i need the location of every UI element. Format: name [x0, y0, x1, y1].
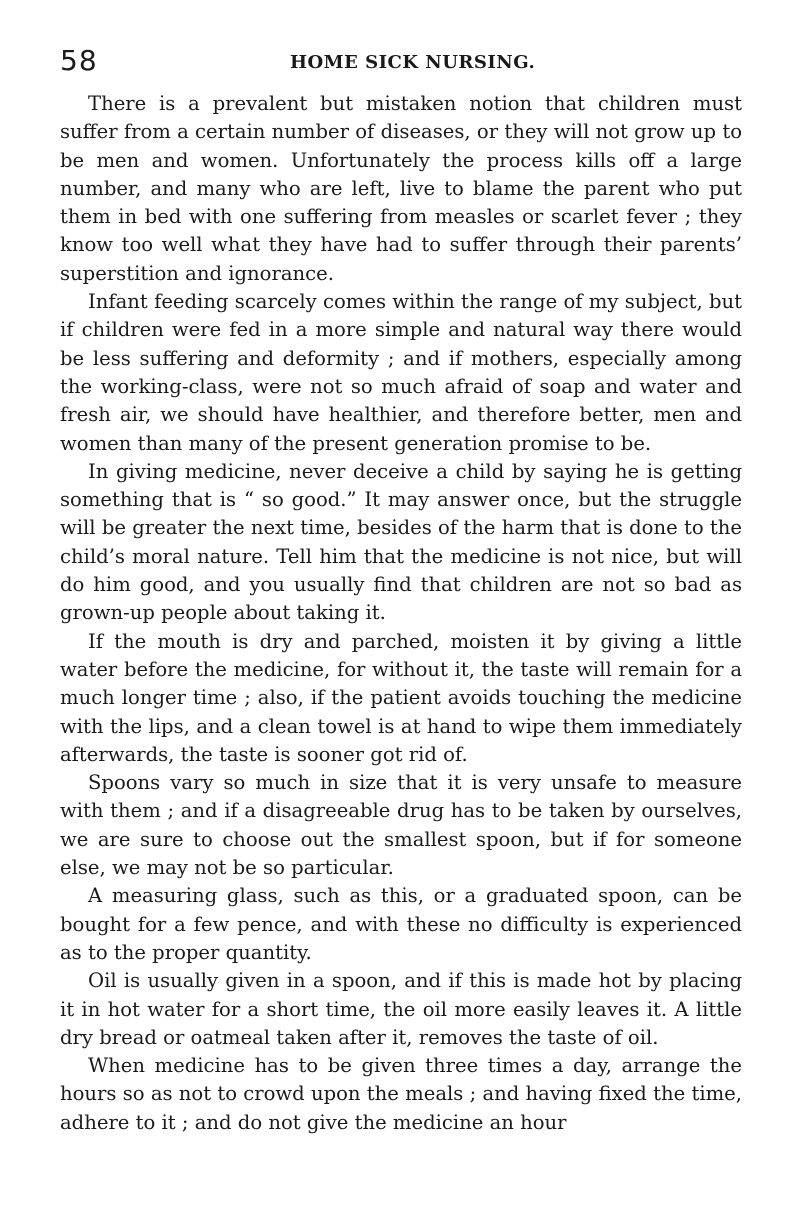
running-title: HOME SICK NURSING.: [290, 52, 536, 73]
paragraph-dry-mouth: If the mouth is dry and parched, moisten it by giving a little water before the medicine, for without it, the taste will remain for a much longer time ; also, if the patient avoids touching the medicine with the lips, and a clean towel is at hand to wipe them immediately afterwards, the taste is sooner got rid of.: [60, 629, 742, 766]
paragraph-spoons: Spoons vary so much in size that it is very unsafe to measure with them ; and if a disagreeable drug has to be taken by ourselves, we are sure to choose out the smallest spoon, but if for someone else, we may not be so particular.: [60, 771, 742, 880]
paragraph-oil: Oil is usually given in a spoon, and if this is made hot by placing it in hot water for a short time, the oil more easily leaves it. A little dry bread or oatmeal taken after it, removes the taste of oil.: [60, 969, 742, 1049]
paragraph-infant-feeding: Infant feeding scarcely comes within the range of my subject, but if children were fed in a more simple and natural way there would be less suffering and deformity ; and if mothers, especially among the working-class, were not so much afraid of soap and water and fresh air, we should have healthier, and therefore better, men and women than many of the present generation promise to be.: [60, 290, 742, 455]
body-text: [60, 90, 742, 1137]
paragraph-dosing-times: When medicine has to be given three times a day, arrange the hours so as not to crowd upon the meals ; and having fixed the time, adhere to it ; and do not give the medicine an hour: [60, 1054, 742, 1134]
paragraph-giving-medicine: In giving medicine, never deceive a child by saying he is getting something that is “ so good.” It may answer once, but the struggle will be greater the next time, besides of the harm that is done to the child’s moral nature. Tell him that the medicine is not nice, but will do him good, and you usually find that children are not so bad as grown-up people about taking it.: [60, 459, 742, 625]
paragraph-contagion: There is a prevalent but mistaken notion that children must suffer from a certain number of diseases, or they will not grow up to be men and women. Unfortunately the process kills off a large number, and many who are left, live to blame the parent who put them in bed with one suffering from measles or scarlet fever ; they know too well what they have had to suffer through their parents’ superstition and ignorance.: [60, 92, 742, 285]
paragraph-measuring-glass: A measuring glass, such as this, or a graduated spoon, can be bought for a few pence, and with these no difficulty is experienced as to the proper quantity.: [60, 884, 742, 964]
page-number: 58: [60, 44, 98, 77]
page-header: [60, 44, 740, 84]
